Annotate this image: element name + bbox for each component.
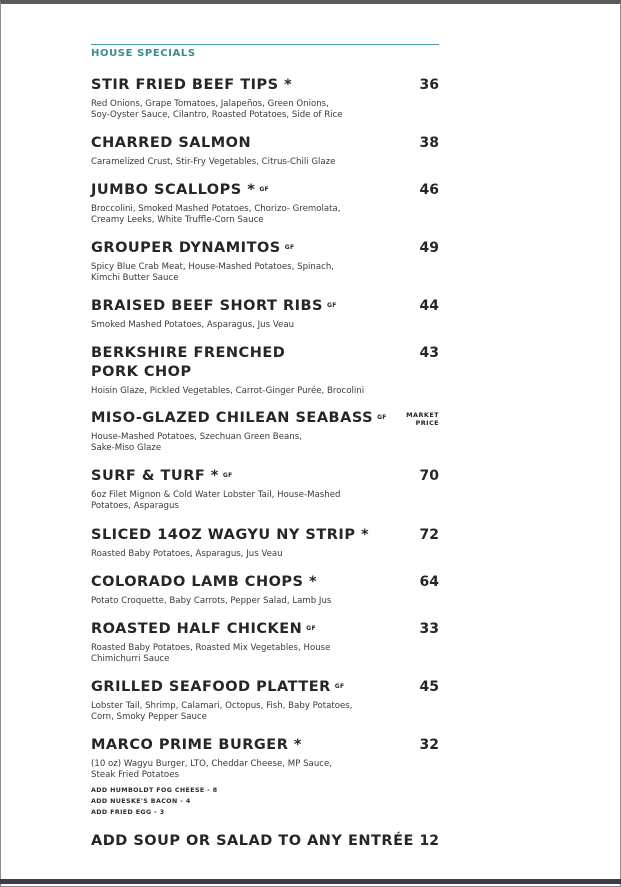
addon-item: ADD FRIED EGG - 3 xyxy=(91,809,165,817)
menu-item xyxy=(91,239,439,284)
item-name: MISO-GLAZED CHILEAN SEABASS $^{GF}$ xyxy=(91,410,387,426)
addon-item: ADD NUESKE'S BACON - 4 xyxy=(91,798,191,806)
item-name: STIR FRIED BEEF TIPS * xyxy=(91,77,293,93)
item-price: 70 xyxy=(419,468,439,484)
item-description: Spicy Blue Crab Meat, House-Mashed Potatoes, Spinach, Kimchi Butter Sauce xyxy=(91,262,335,284)
menu-item xyxy=(91,344,439,397)
menu-item xyxy=(91,620,439,665)
item-name: JUMBO SCALLOPS * $^{GF}$ xyxy=(91,182,269,198)
item-description: Hoisin Glaze, Pickled Vegetables, Carrot-Ginger Purée, Brocolini xyxy=(91,386,365,396)
item-name: SLICED 14OZ WAGYU NY STRIP * xyxy=(91,527,370,543)
section-divider xyxy=(91,44,439,45)
menu-item xyxy=(91,409,439,454)
menu-item xyxy=(91,467,439,512)
item-price: 45 xyxy=(419,679,439,695)
menu-item xyxy=(91,678,439,723)
item-description: Roasted Baby Potatoes, Roasted Mix Vegetables, House Chimichurri Sauce xyxy=(91,643,331,665)
item-description: Broccolini, Smoked Mashed Potatoes, Chorizo- Gremolata, Creamy Leeks, White Truffle-Corn Sauce xyxy=(91,204,341,226)
item-price: 44 xyxy=(419,298,439,314)
footer-item xyxy=(91,832,439,851)
bottom-bar xyxy=(0,879,621,884)
item-description: Caramelized Crust, Stir-Fry Vegetables, Citrus-Chili Glaze xyxy=(91,157,336,167)
item-price: 32 xyxy=(419,737,439,753)
item-description: Roasted Baby Potatoes, Asparagus, Jus Veau xyxy=(91,549,283,559)
menu-item xyxy=(91,573,439,607)
item-name: CHARRED SALMON xyxy=(91,135,252,151)
menu-item xyxy=(91,736,439,818)
item-name: GRILLED SEAFOOD PLATTER $^{GF}$ xyxy=(91,679,345,695)
item-price: 36 xyxy=(419,77,439,93)
menu-item xyxy=(91,76,439,121)
footer-item-price: 12 xyxy=(419,833,439,849)
item-description: (10 oz) Wagyu Burger, LTO, Cheddar Cheese, MP Sauce, Steak Fried Potatoes xyxy=(91,759,333,781)
item-price: MARKET PRICE xyxy=(406,411,439,427)
item-name: MARCO PRIME BURGER * xyxy=(91,737,302,753)
item-price: 64 xyxy=(419,574,439,590)
item-description: Red Onions, Grape Tomatoes, Jalapeños, Green Onions, Soy-Oyster Sauce, Cilantro, Roasted Potatoes, Side of Rice xyxy=(91,99,343,121)
item-name: BERKSHIRE FRENCHED PORK CHOP xyxy=(91,345,286,380)
footer-item-name: ADD SOUP OR SALAD TO ANY ENTRÉE xyxy=(91,833,414,849)
item-description: House-Mashed Potatoes, Szechuan Green Beans, Sake-Miso Glaze xyxy=(91,432,302,454)
burger-addons xyxy=(91,785,439,818)
section-title: HOUSE SPECIALS xyxy=(91,48,196,59)
item-name: SURF & TURF * $^{GF}$ xyxy=(91,468,233,484)
item-price: 43 xyxy=(419,345,439,361)
menu-item xyxy=(91,526,439,560)
item-name: COLORADO LAMB CHOPS * xyxy=(91,574,318,590)
item-description: Potato Croquette, Baby Carrots, Pepper Salad, Lamb Jus xyxy=(91,596,332,606)
item-description: 6oz Filet Mignon & Cold Water Lobster Tail, House-Mashed Potatoes, Asparagus xyxy=(91,490,341,512)
addon-item: ADD HUMBOLDT FOG CHEESE - 8 xyxy=(91,787,218,795)
menu-item xyxy=(91,134,439,168)
item-price: 72 xyxy=(419,527,439,543)
item-price: 33 xyxy=(419,621,439,637)
item-name: GROUPER DYNAMITOS $^{GF}$ xyxy=(91,240,295,256)
item-description: Smoked Mashed Potatoes, Asparagus, Jus Veau xyxy=(91,320,295,330)
item-name: BRAISED BEEF SHORT RIBS $^{GF}$ xyxy=(91,298,337,314)
item-price: 49 xyxy=(419,240,439,256)
menu-item xyxy=(91,181,439,226)
menu-item xyxy=(91,297,439,331)
item-price: 46 xyxy=(419,182,439,198)
item-description: Lobster Tail, Shrimp, Calamari, Octopus, Fish, Baby Potatoes, Corn, Smoky Pepper Sauce xyxy=(91,701,353,723)
item-name: ROASTED HALF CHICKEN $^{GF}$ xyxy=(91,621,316,637)
item-price: 38 xyxy=(419,135,439,151)
